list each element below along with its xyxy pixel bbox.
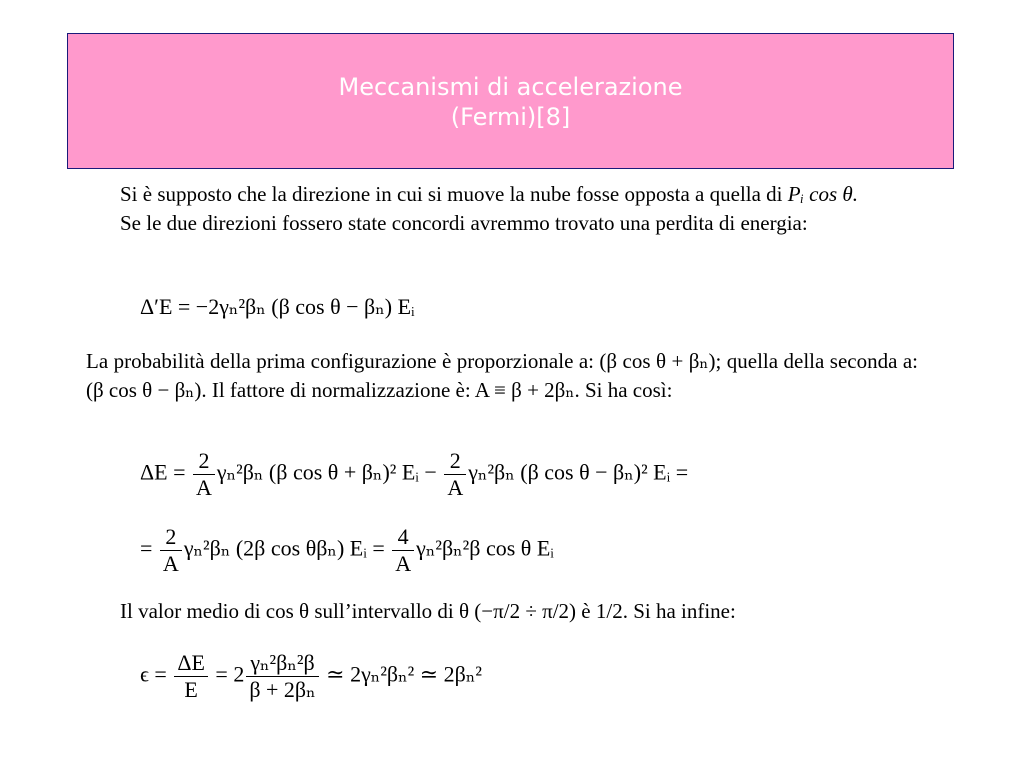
equation-delta-e-simplified bbox=[140, 524, 554, 577]
eq3-frac2-den: A bbox=[395, 551, 412, 576]
eq3-frac2-num: 4 bbox=[392, 524, 414, 551]
eq2-frac1-num: 2 bbox=[193, 448, 215, 475]
equation-epsilon bbox=[140, 650, 482, 703]
eq4-frac2-den: β + 2βₙ bbox=[249, 677, 316, 702]
eq2-fraction-2 bbox=[444, 448, 466, 501]
eq3-lhs: = bbox=[140, 535, 153, 561]
slide-body bbox=[86, 180, 918, 238]
paragraph-4: Il valor medio di cos θ sull’intervallo di θ (−π/2 ÷ π/2) è 1/2. Si ha infine: bbox=[120, 599, 736, 623]
slide-body-3 bbox=[86, 597, 918, 626]
eq3-term1: γₙ²βₙ (2β cos θβₙ) Eᵢ = bbox=[183, 535, 385, 561]
eq2-term2: γₙ²βₙ (β cos θ − βₙ)² Eᵢ = bbox=[468, 459, 689, 485]
paragraph-1-math: Pᵢ cos θ. bbox=[787, 182, 858, 206]
eq2-frac2-num: 2 bbox=[444, 448, 466, 475]
eq2-frac1-den: A bbox=[196, 475, 212, 500]
slide-title-line1: Meccanismi di accelerazione bbox=[338, 73, 683, 101]
eq4-rhs: ≃ 2γₙ²βₙ² ≃ 2βₙ² bbox=[326, 661, 482, 687]
eq3-fraction-1 bbox=[160, 524, 182, 577]
eq4-frac1-num: ΔE bbox=[174, 650, 208, 677]
eq3-term2: γₙ²βₙ²β cos θ Eᵢ bbox=[416, 535, 554, 561]
eq2-fraction-1 bbox=[193, 448, 215, 501]
paragraph-1-text: Si è supposto che la direzione in cui si muove la nube fosse opposta a quella di bbox=[120, 182, 783, 206]
paragraph-1 bbox=[86, 180, 918, 209]
eq3-frac1-num: 2 bbox=[160, 524, 182, 551]
eq4-mid: = 2 bbox=[215, 661, 245, 687]
eq3-fraction-2 bbox=[392, 524, 414, 577]
eq2-frac2-den: A bbox=[447, 475, 464, 500]
eq4-frac1-den: E bbox=[184, 677, 198, 702]
eq4-fraction-2 bbox=[246, 650, 318, 703]
eq4-fraction-1 bbox=[174, 650, 208, 703]
eq4-lhs: ϵ = bbox=[140, 661, 167, 687]
eq4-frac2-num: γₙ²βₙ²β bbox=[246, 650, 318, 677]
slide-body-2 bbox=[86, 347, 918, 405]
equation-delta-e bbox=[140, 448, 688, 501]
eq2-term1: γₙ²βₙ (β cos θ + βₙ)² Eᵢ − bbox=[216, 459, 437, 485]
slide-title-box bbox=[67, 33, 954, 169]
eq3-frac1-den: A bbox=[162, 551, 179, 576]
paragraph-3: La probabilità della prima configurazione è proporzionale a: (β cos θ + βₙ); quella della seconda a: (β cos θ − βₙ). Il fattore di normalizzazione è: A ≡ β + 2βₙ. Si ha così: bbox=[86, 349, 918, 402]
paragraph-2: Se le due direzioni fossero state concordi avremmo trovato una perdita di energia: bbox=[120, 211, 808, 235]
slide-title-line2: (Fermi)[8] bbox=[450, 103, 571, 131]
eq2-lhs: ΔE = bbox=[140, 459, 186, 485]
equation-energy-loss: Δ′E = −2γₙ²βₙ (β cos θ − βₙ) Eᵢ bbox=[140, 294, 415, 319]
